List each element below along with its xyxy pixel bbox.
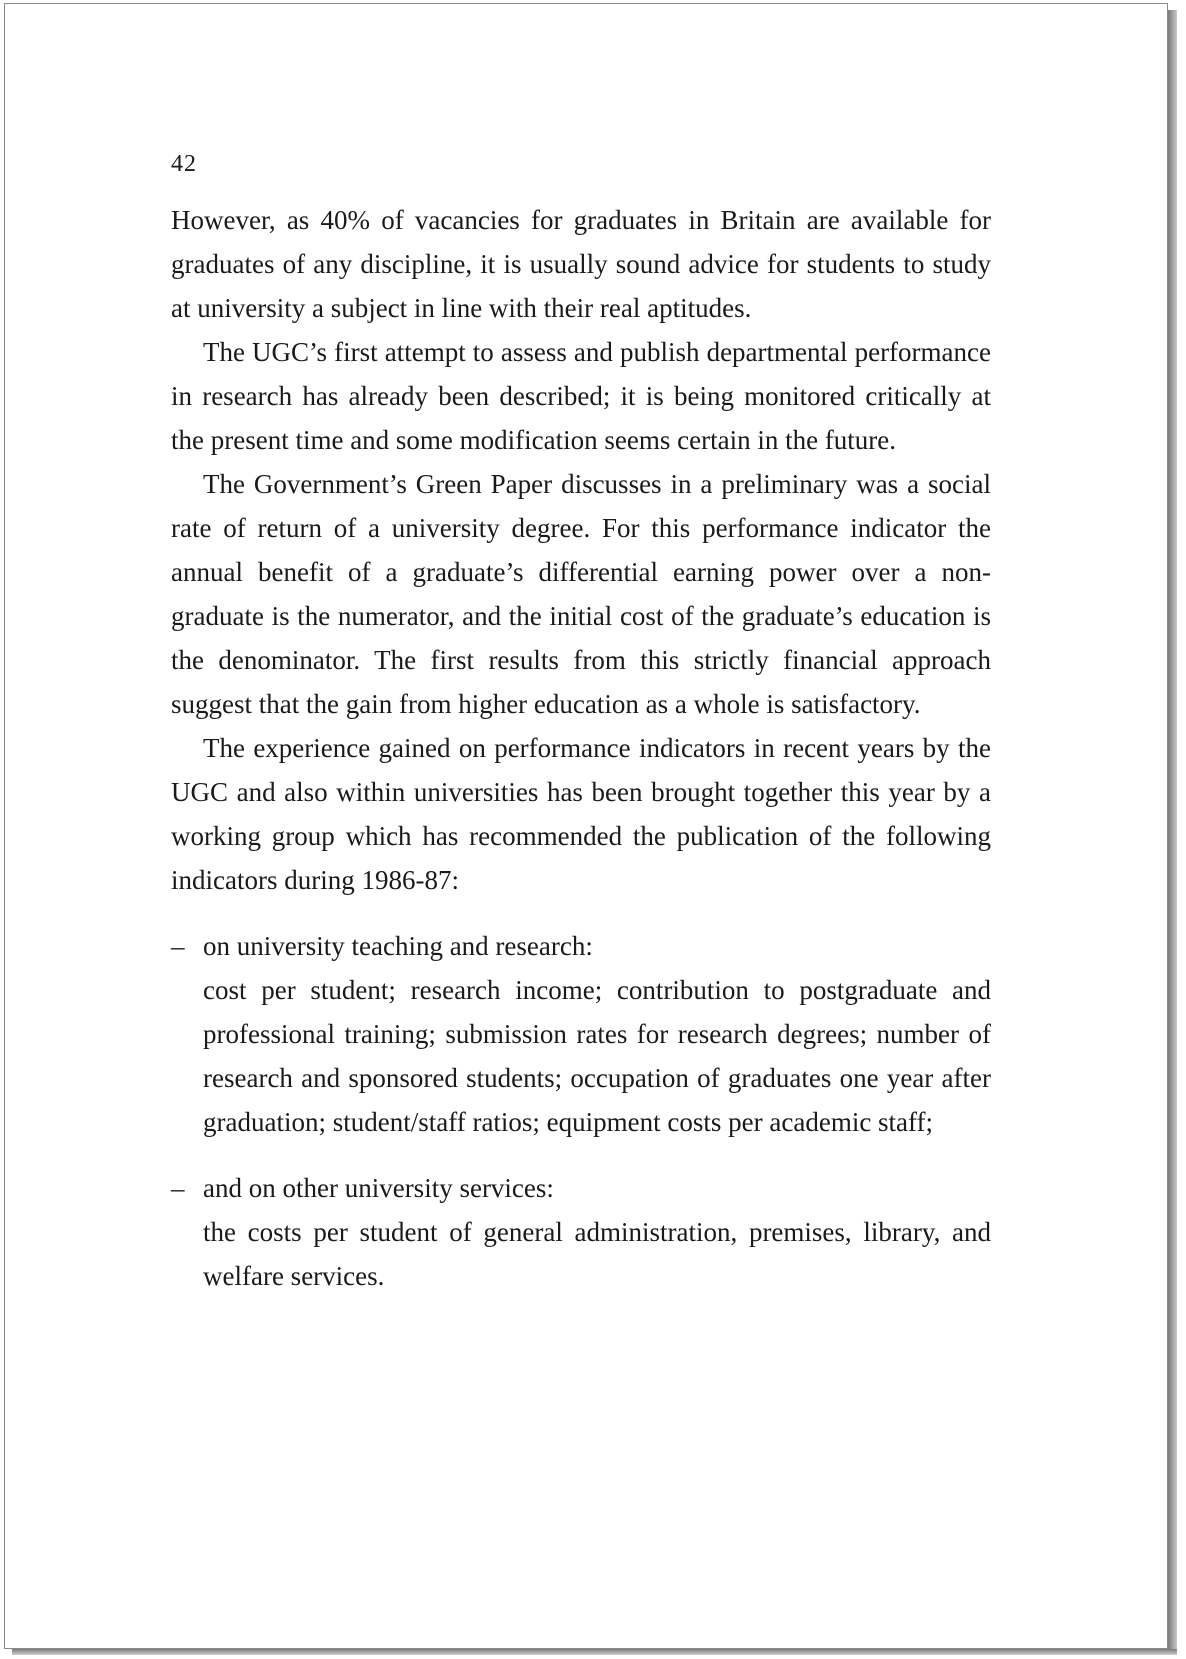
list-item-body: the costs per student of general administration, premises, library, and welfare services. — [203, 1217, 991, 1291]
page-number: 42 — [171, 151, 197, 177]
page-shadow-right — [1168, 10, 1177, 1652]
indicator-list — [171, 924, 991, 1298]
paragraph-2: The UGC’s first attempt to assess and publish departmental performance in research has already been described; it is being monitored critically at the present time and some modification seems certain in the future. — [171, 337, 991, 455]
list-item-teaching-research — [171, 924, 991, 1144]
page-content — [171, 142, 991, 1320]
list-item-other-services — [171, 1166, 991, 1298]
page-shadow-bottom — [12, 1649, 1177, 1655]
list-dash: – — [171, 1173, 185, 1203]
list-item-heading: on university teaching and research: — [203, 931, 593, 961]
paragraph-3: The Government’s Green Paper discusses in a preliminary was a social rate of return of a university degree. For this performance indicator the annual benefit of a graduate’s differential earning power over a non-graduate is the numerator, and the initial cost of the graduate’s education is the denominator. The first results from this strictly financial approach suggest that the gain from higher education as a whole is satisfactory. — [171, 469, 991, 719]
paragraph-1: However, as 40% of vacancies for graduates in Britain are available for graduates of any discipline, it is usually sound advice for students to study at university a subject in line with their real aptitudes. — [171, 205, 991, 323]
paragraph-4: The experience gained on performance indicators in recent years by the UGC and also within universities has been brought together this year by a working group which has recommended the publication of the following indicators during 1986-87: — [171, 733, 991, 895]
list-dash: – — [171, 931, 185, 961]
list-item-body: cost per student; research income; contribution to postgraduate and professional training; submission rates for research degrees; number of research and sponsored students; occupation of graduates one year after graduation; student/staff ratios; equipment costs per academic staff; — [203, 975, 991, 1137]
list-item-heading: and on other university services: — [203, 1173, 554, 1203]
